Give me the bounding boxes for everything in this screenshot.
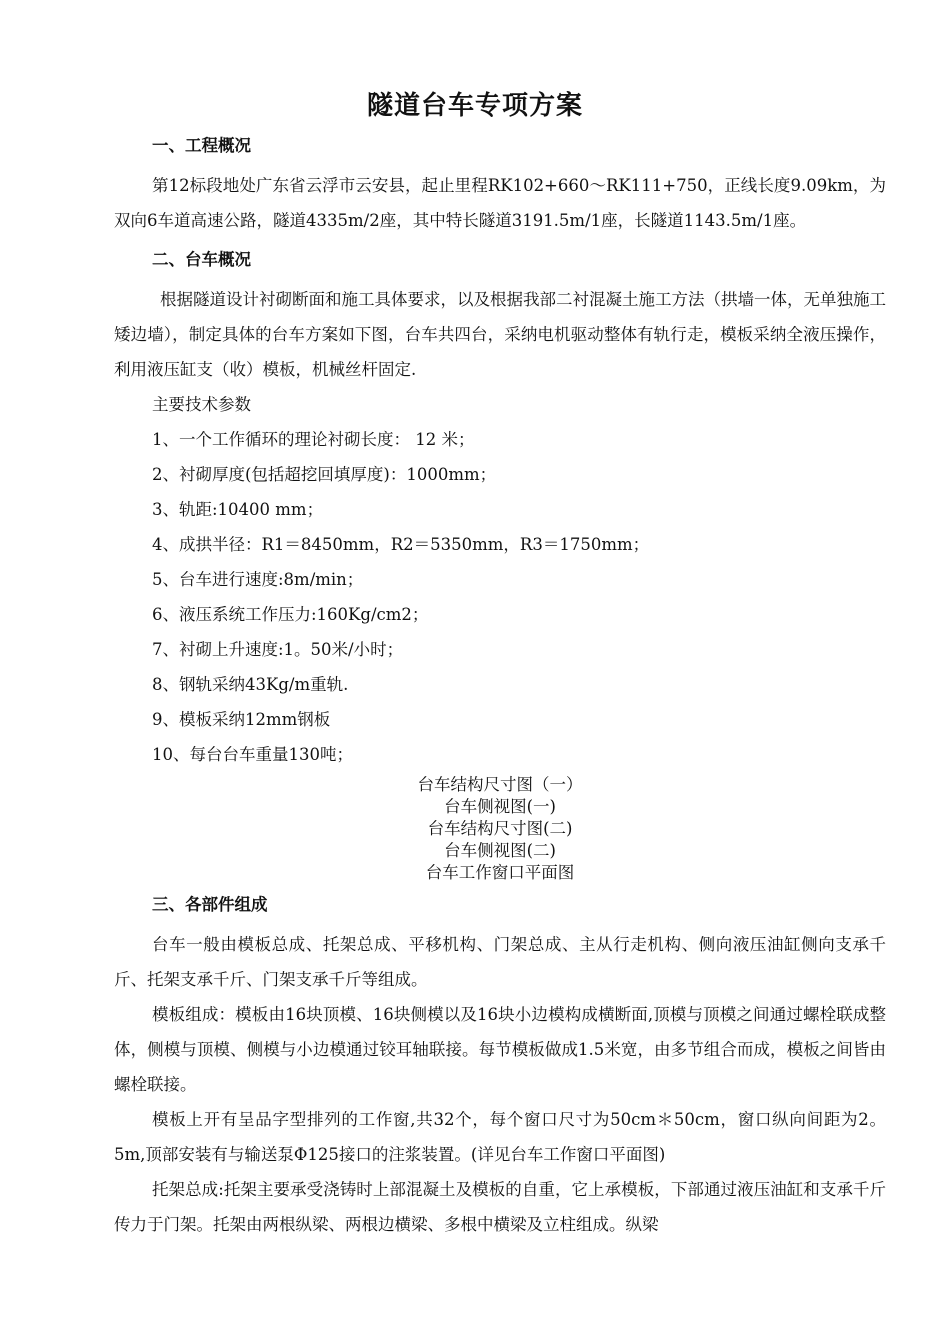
trolley-paragraph: 根据隧道设计衬砌断面和施工具体要求，以及根据我部二衬混凝土施工方法（拱墙一体，无单独施工矮边墙），制定具体的台车方案如下图，台车共四台，采纳电机驱动整体有轨行走，模板采纳全液压操作，利用液压缸支（收）模板，机械丝杆固定. (114, 290, 886, 379)
bracket-paragraph: 托架总成:托架主要承受浇铸时上部混凝土及模板的自重，它上承模板，下部通过液压油缸和支承千斤传力于门架。托架由两根纵梁、两根边横梁、多根中横梁及立柱组成。纵梁 (114, 1180, 886, 1234)
param-item: 5、台车进行速度:8m/min； (152, 570, 364, 589)
param-item: 7、衬砌上升速度:1。50米/小时； (152, 640, 404, 659)
figure-caption: 台车结构尺寸图（一） (417, 775, 583, 794)
section-heading-overview: 一、工程概况 (152, 136, 251, 155)
param-item: 6、液压系统工作压力:160Kg/cm2； (152, 605, 429, 624)
figure-caption: 台车侧视图(二) (444, 841, 556, 860)
section-heading-components: 三、各部件组成 (152, 895, 268, 914)
figure-caption: 台车侧视图(一) (444, 797, 556, 816)
figure-captions (114, 772, 886, 888)
figure-caption: 台车结构尺寸图(二) (427, 819, 573, 838)
param-item: 3、轨距:10400 mm； (152, 500, 324, 519)
param-item: 4、成拱半径：R1＝8450mm，R2＝5350mm，R3＝1750mm； (152, 535, 650, 554)
param-item: 9、模板采纳12mm钢板 (152, 710, 331, 729)
param-item: 10、每台台车重量130吨； (152, 745, 353, 764)
formwork-paragraph: 模板组成：模板由16块顶模、16块侧模以及16块小边模构成横断面,顶模与顶模之间通过螺栓联成整体，侧模与顶模、侧模与小边模通过铰耳轴联接。每节模板做成1.5米宽，由多节组合而成，模板之间皆由螺栓联接。 (114, 1005, 886, 1094)
components-paragraph: 台车一般由模板总成、托架总成、平移机构、门架总成、主从行走机构、侧向液压油缸侧向支承千斤、托架支承千斤、门架支承千斤等组成。 (114, 935, 886, 989)
window-paragraph: 模板上开有呈品字型排列的工作窗,共32个，每个窗口尺寸为50cm＊50cm，窗口纵向间距为2。5m,顶部安装有与输送泵Φ125接口的注浆装置。(详见台车工作窗口平面图) (114, 1110, 886, 1164)
section-heading-trolley: 二、台车概况 (152, 250, 251, 269)
document-body (114, 133, 886, 1242)
document-title: 隧道台车专项方案 (366, 91, 583, 121)
overview-paragraph: 第12标段地处广东省云浮市云安县，起止里程RK102+660～RK111+750，正线长度9.09km，为双向6车道高速公路，隧道4335m/2座，其中特长隧道3191.5m/1座，长隧道1143.5m/1座。 (114, 176, 886, 230)
params-label: 主要技术参数 (152, 395, 251, 414)
param-item: 8、钢轨采纳43Kg/m重轨. (152, 675, 349, 694)
param-item: 1、一个工作循环的理论衬砌长度： 12 米； (152, 430, 475, 449)
figure-caption: 台车工作窗口平面图 (425, 863, 575, 882)
params-list (114, 422, 886, 772)
param-item: 2、衬砌厚度(包括超挖回填厚度)：1000mm； (152, 465, 497, 484)
